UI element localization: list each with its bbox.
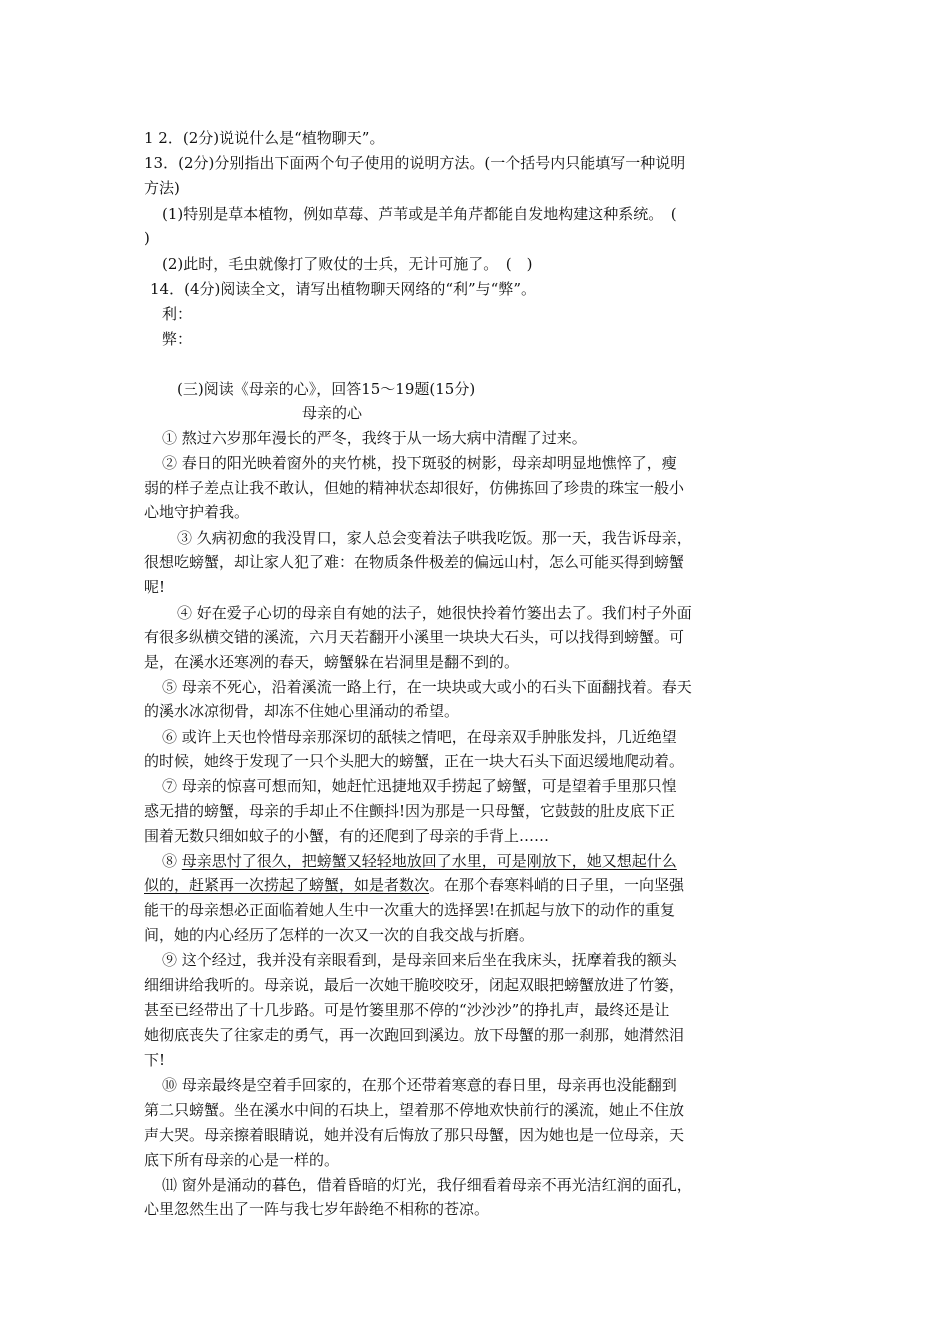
paragraph-10-line-2: 第二只螃蟹。坐在溪水中间的石块上，望着那不停地欢快前行的溪流，她止不住放 — [144, 1101, 685, 1119]
underlined-sentence-part-2: 似的，赶紧再一次捞起了螃蟹，如是者数次 — [144, 876, 430, 894]
paragraph-6-line-2: 的时候，她终于发现了一只个头肥大的螃蟹，正在一块大石头下面迟缓地爬动着。 — [144, 752, 685, 770]
paragraph-2-line-3: 心地守护着我。 — [144, 503, 250, 521]
question-13-sentence-1-end: ) — [144, 229, 150, 247]
question-13-line-1: 13．(2分)分别指出下面两个句子使用的说明方法。(一个括号内只能填写一种说明 — [144, 154, 686, 172]
paragraph-7-line-3: 围着无数只细如蚊子的小蟹，有的还爬到了母亲的手背上…… — [144, 827, 550, 845]
paragraph-7-line-1: ⑦ 母亲的惊喜可想而知，她赶忙迅捷地双手捞起了螃蟹，可是望着手里那只惶 — [162, 777, 677, 795]
question-12: 1 2．(2分)说说什么是“植物聊天”。 — [144, 129, 385, 147]
paragraph-6-line-1: ⑥ 或许上天也怜惜母亲那深切的舐犊之情吧，在母亲双手肿胀发抖，几近绝望 — [162, 728, 677, 746]
paragraph-2-line-1: ② 春日的阳光映着窗外的夹竹桃，投下斑驳的树影，母亲却明显地憔悴了，瘦 — [162, 454, 677, 472]
section-heading: (三)阅读《母亲的心》，回答15～19题(15分) — [177, 380, 476, 398]
paragraph-7-line-2: 惑无措的螃蟹，母亲的手却止不住颤抖!因为那是一只母蟹，它鼓鼓的肚皮底下正 — [144, 802, 676, 820]
underlined-sentence-part-1: 母亲思忖了很久，把螃蟹又轻轻地放回了水里，可是刚放下，她又想起什么 — [181, 852, 677, 870]
paragraph-3-line-1: ③ 久病初愈的我没胃口，家人总会变着法子哄我吃饭。那一天，我告诉母亲， — [177, 529, 692, 547]
paragraph-5-line-1: ⑤ 母亲不死心，沿着溪流一路上行，在一块块或大或小的石头下面翻找着。春天 — [162, 678, 692, 696]
paragraph-8-line-2-rest: 。在那个春寒料峭的日子里，一向坚强 — [429, 876, 685, 894]
question-14: 14．(4分)阅读全文，请写出植物聊天网络的“利”与“弊”。 — [150, 280, 537, 298]
paragraph-10-line-1: ⑩ 母亲最终是空着手回家的，在那个还带着寒意的春日里，母亲再也没能翻到 — [162, 1076, 677, 1094]
paragraph-9-line-3: 甚至已经带出了十几步路。可是竹篓里那不停的“沙沙沙”的挣扎声，最终还是让 — [144, 1001, 670, 1019]
question-14-benefit-label: 利： — [162, 305, 193, 323]
paragraph-8-line-2 — [144, 874, 764, 896]
question-13-line-2: 方法) — [144, 179, 180, 197]
paragraph-5-line-2: 的溪水冰凉彻骨，却冻不住她心里涌动的希望。 — [144, 702, 460, 720]
paragraph-8-line-3: 能干的母亲想必正面临着她人生中一次重大的选择罢!在抓起与放下的动作的重复 — [144, 901, 676, 919]
paragraph-10-line-3: 声大哭。母亲擦着眼睛说，她并没有后悔放了那只母蟹，因为她也是一位母亲，天 — [144, 1126, 685, 1144]
paragraph-9-line-4: 她彻底丧失了往家走的勇气，再一次跑回到溪边。放下母蟹的那一刹那，她潸然泪 — [144, 1026, 685, 1044]
paragraph-9-line-5: 下! — [144, 1051, 166, 1069]
paragraph-4-line-3: 是，在溪水还寒冽的春天，螃蟹躲在岩洞里是翻不到的。 — [144, 653, 520, 671]
paragraph-8-line-4: 间，她的内心经历了怎样的一次又一次的自我交战与折磨。 — [144, 926, 535, 944]
question-13-sentence-1: (1)特别是草本植物，例如草莓、芦苇或是羊角芹都能自发地构建这种系统。 ( — [162, 205, 677, 223]
paragraph-3-line-2: 很想吃螃蟹，却让家人犯了难：在物质条件极差的偏远山村，怎么可能买得到螃蟹 — [144, 553, 685, 571]
paragraph-9-line-2: 细细讲给我听的。母亲说，最后一次她干脆咬咬牙，闭起双眼把螃蟹放进了竹篓， — [144, 976, 685, 994]
paragraph-4-line-1: ④ 好在爱子心切的母亲自有她的法子，她很快拎着竹篓出去了。我们村子外面 — [177, 604, 692, 622]
paragraph-9-line-1: ⑨ 这个经过，我并没有亲眼看到，是母亲回来后坐在我床头，抚摩着我的额头 — [162, 951, 677, 969]
paragraph-11-line-2: 心里忽然生出了一阵与我七岁年龄绝不相称的苍凉。 — [144, 1200, 490, 1218]
paragraph-8-number: ⑧ — [162, 852, 182, 870]
paragraph-10-line-4: 底下所有母亲的心是一样的。 — [144, 1151, 340, 1169]
paragraph-1: ① 熬过六岁那年漫长的严冬，我终于从一场大病中清醒了过来。 — [162, 429, 587, 447]
paragraph-3-line-3: 呢! — [144, 578, 166, 596]
question-14-drawback-label: 弊： — [162, 330, 193, 348]
paragraph-2-line-2: 弱的样子差点让我不敢认，但她的精神状态却很好，仿佛拣回了珍贵的珠宝一般小 — [144, 479, 685, 497]
question-13-sentence-2: (2)此时，毛虫就像打了败仗的士兵，无计可施了。 ( ) — [162, 255, 533, 273]
article-title: 母亲的心 — [302, 404, 363, 422]
paragraph-4-line-2: 有很多纵横交错的溪流，六月天若翻开小溪里一块块大石头，可以找得到螃蟹。可 — [144, 628, 685, 646]
paragraph-11-line-1: ⑾ 窗外是涌动的暮色，借着昏暗的灯光，我仔细看着母亲不再光洁红润的面孔， — [162, 1176, 692, 1194]
paragraph-8-line-1 — [162, 850, 762, 872]
